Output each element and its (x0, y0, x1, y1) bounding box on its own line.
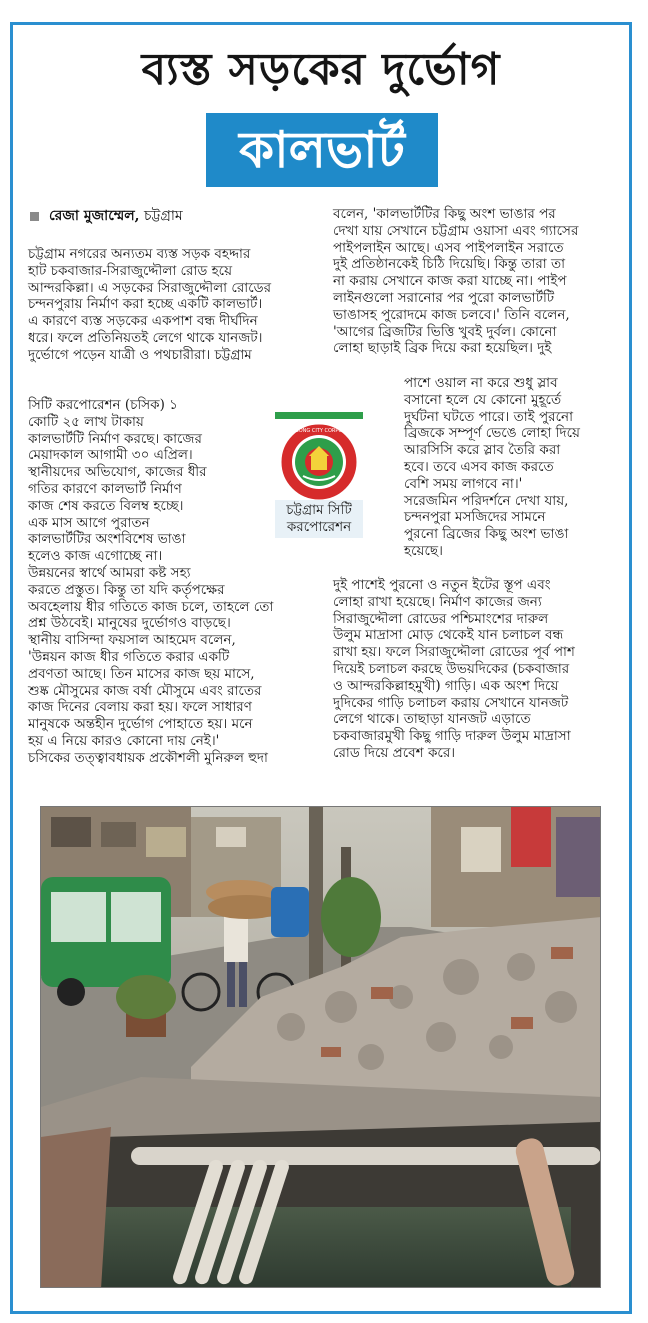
body-paragraph: সিটি করপোরেশন (চসিক) ১ কোটি ২৫ লাখ টাকায় কালভার্টটি নির্মাণ করছে। কাজের মেয়াদকাল আগামী ৩০ এপ্রিল। স্থানীয়দের অভিযোগ, কাজের ধীর গতির কারণে কালভার্ট নির্মাণ কাজ শেষ করতে বিলম্ব হচ্ছে। এক মাস আগে পুরাতন কালভার্টটির অংশবিশেষ ভাঙা হলেও কাজ এগোচ্ছে না। (28, 397, 207, 565)
body-paragraph: চট্টগ্রাম নগরের অন্যতম ব্যস্ত সড়ক বহদ্দার হাট চকবাজার-সিরাজুদ্দৌলা রোড হয়ে আন্দরকিল্লা। এ সড়কের সিরাজুদ্দৌলা রোডের চন্দনপুরায় নির্মাণ করা হচ্ছে একটি কালভার্ট। এ কারণে ব্যস্ত সড়কের একপাশ বন্ধ দীর্ঘদিন ধরে। ফলে প্রতিনিয়তই লেগে থাকে যানজট। দুর্ভোগে পড়েন যাত্রী ও পথচারীরা। চট্টগ্রাম (28, 246, 271, 363)
body-paragraph: দুই পাশেই পুরনো ও নতুন ইটের স্তূপ এবং লোহা রাখা হয়েছে। নির্মাণ কাজের জন্য সিরাজুদ্দৌলা রোডের পশ্চিমাংশের দারুল উলুম মাদ্রাসা মোড় থেকেই যান চলাচল বন্ধ রাখা হয়। ফলে সিরাজুদ্দৌলা রোডের পূর্ব পাশ দিয়েই চলাচল করছে উভয়দিকের (চকবাজার ও আন্দরকিল্লাহমুখী) গাড়ি। এক অংশ দিয়ে দুদিকের গাড়ি চলাচল করায় সেখানে যানজট লেগে থাকে। তাছাড়া যানজট এড়াতে চকবাজারমুখী কিছু গাড়ি দারুল উলুম মাদ্রাসা রোড দিয়ে প্রবেশ করে। (333, 577, 575, 761)
byline-name: রেজা মুজাম্মেল, (49, 208, 140, 224)
byline-place: চট্টগ্রাম (139, 208, 183, 224)
culvert-construction-photo (40, 806, 601, 1288)
body-paragraph: উন্নয়নের স্বার্থে আমরা কষ্ট সহ্য করতে প্রস্তুত। কিন্তু তা যদি কর্তৃপক্ষের অবহেলায় ধীর গতিতে কাজ চলে, তাহলে তো প্রশ্ন উঠবেই। মানুষের দুর্ভোগও বাড়ছে। স্থানীয় বাসিন্দা ফয়সাল আহমেদ বলেন, 'উন্নয়ন কাজ ধীর গতিতে করার একটি প্রবণতা আছে। তিন মাসের কাজ ছয় মাসে, শুষ্ক মৌসুমের কাজ বর্ষা মৌসুমে এবং রাতের কাজ দিনের বেলায় করা হয়। ফলে সাধারণ মানুষকে অন্তহীন দুর্ভোগ পোহাতে হয়। মনে হয় এ নিয়ে কারও কোনো দায় নেই।' চসিকের তত্ত্বাবধায়ক প্রকৌশলী মুনিরুল হুদা (28, 565, 274, 766)
body-paragraph: পাশে ওয়াল না করে শুধু স্লাব বসানো হলে যে কোনো মুহূর্তে দুর্ঘটনা ঘটতে পারে। তাই পুরনো ব্রিজকে সম্পূর্ণ ভেঙে লোহা দিয়ে আরসিসি করে স্লাব তৈরি করা হবে। তবে এসব কাজ করতে বেশি সময় লাগবে না।' সরেজমিন পরিদর্শনে দেখা যায়, চন্দনপুরা মসজিদের সামনে পুরনো ব্রিজের কিছু অংশ ভাঙা হয়েছে। (404, 375, 580, 559)
city-corporation-logo-box (275, 412, 363, 552)
byline (30, 207, 183, 225)
street-scene-illustration (41, 807, 601, 1288)
article-kicker: কালভার্ট (206, 113, 438, 187)
city-corporation-seal-icon (275, 418, 363, 506)
svg-text:CHITTAGONG CITY CORPORATION: CHITTAGONG CITY CORPORATION (277, 428, 361, 434)
article-headline: ব্যস্ত সড়কের দুর্ভোগ (141, 44, 501, 95)
byline-square-icon (30, 212, 39, 221)
body-paragraph: বলেন, 'কালভার্টটির কিছু অংশ ভাঙার পর দেখা যায় সেখানে চট্টগ্রাম ওয়াসা এবং গ্যাসের পাইপলাইন আছে। এসব পাইপলাইন সরাতে দুই প্রতিষ্ঠানকেই চিঠি দিয়েছি। কিন্তু তারা তা না করায় সেখানে কাজ করা যাচ্ছে না। পাইপ লাইনগুলো সরানোর পর পুরো কালভার্টটি ভাঙাসহ পুরোদমে কাজ চলবে।' তিনি বলেন, 'আগের ব্রিজটির ভিত্তি খুবই দুর্বল। কোনো লোহা ছাড়াই ব্রিক দিয়ে করা হয়েছিল। দুই (333, 206, 579, 357)
logo-caption: চট্টগ্রাম সিটি করপোরেশন (275, 500, 363, 538)
